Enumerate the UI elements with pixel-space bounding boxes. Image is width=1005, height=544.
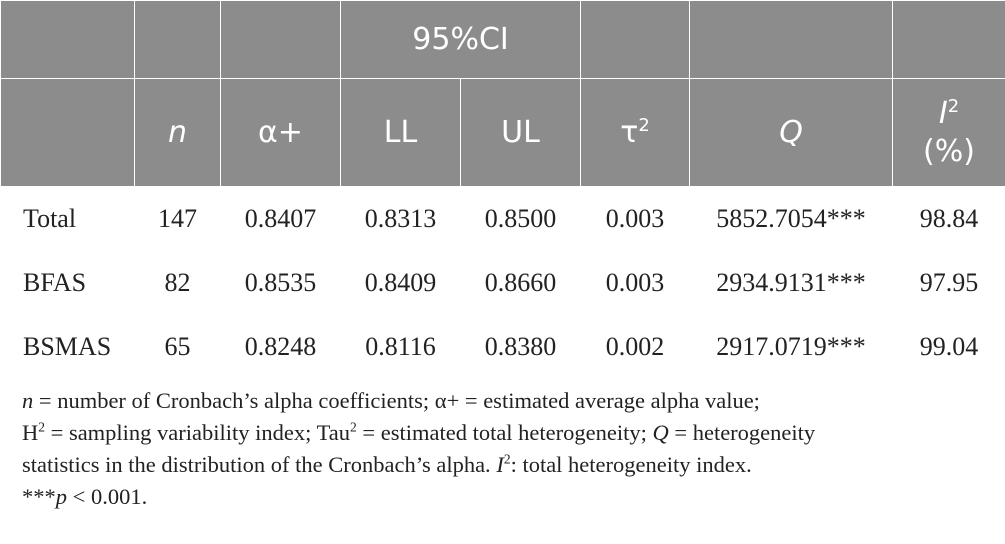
footnote-sup: 2	[350, 419, 357, 435]
cell-i2: 98.84	[893, 187, 1005, 251]
header-ci-group: 95%CI	[341, 1, 581, 79]
footnote-line-3	[22, 449, 992, 481]
cell-n: 82	[135, 251, 221, 315]
header-ll: LL	[341, 79, 461, 187]
header-label-cell	[1, 79, 135, 187]
header-tau-sup: 2	[638, 115, 650, 136]
header-i2	[893, 79, 1005, 187]
footnote-text: statistics in the distribution of the Cronbach’s alpha.	[22, 452, 497, 477]
footnote-h: H	[22, 420, 39, 445]
header-row-group	[1, 1, 1005, 79]
cell-i2: 97.95	[893, 251, 1005, 315]
header-i-sup: 2	[947, 95, 960, 117]
footnote-stars: ***	[22, 484, 56, 509]
header-empty-cell	[135, 1, 221, 79]
footnote-sup: 2	[503, 451, 511, 467]
cell-tau: 0.003	[581, 251, 690, 315]
header-row-columns	[1, 79, 1005, 187]
cell-ul: 0.8500	[461, 187, 581, 251]
footnote-line-1	[22, 385, 992, 417]
footnote-text: = heterogeneity	[668, 420, 816, 445]
footnote-line-2	[22, 417, 992, 449]
cell-alpha: 0.8535	[221, 251, 341, 315]
footnote-text: : total heterogeneity index.	[510, 452, 752, 477]
table-row	[1, 187, 1005, 251]
header-empty-cell	[893, 1, 1005, 79]
header-ul: UL	[461, 79, 581, 187]
header-i-unit: (%)	[923, 133, 975, 169]
footnote-line-4	[22, 481, 992, 513]
header-empty-cell	[221, 1, 341, 79]
header-alpha: α+	[221, 79, 341, 187]
header-tau	[581, 79, 690, 187]
header-tau-base: τ	[620, 115, 639, 150]
footnote-text: = estimated total heterogeneity;	[356, 420, 653, 445]
cell-ul: 0.8660	[461, 251, 581, 315]
cell-ll: 0.8313	[341, 187, 461, 251]
header-empty-cell	[1, 1, 135, 79]
header-q: Q	[690, 79, 893, 187]
table-row	[1, 251, 1005, 315]
table-footnote	[22, 385, 992, 513]
footnote-i: I	[496, 452, 504, 477]
cell-tau: 0.003	[581, 187, 690, 251]
table-row	[1, 315, 1005, 379]
cell-n: 65	[135, 315, 221, 379]
cell-tau: 0.002	[581, 315, 690, 379]
footnote-sup: 2	[38, 419, 45, 435]
cell-q: 5852.7054***	[690, 187, 893, 251]
header-empty-cell	[581, 1, 690, 79]
cell-ll: 0.8116	[341, 315, 461, 379]
row-label: Total	[1, 187, 135, 251]
cell-n: 147	[135, 187, 221, 251]
footnote-text: = sampling variability index; Tau	[45, 420, 351, 445]
cell-ul: 0.8380	[461, 315, 581, 379]
footnote-q: Q	[652, 420, 669, 445]
header-empty-cell	[690, 1, 893, 79]
row-label: BSMAS	[1, 315, 135, 379]
cell-ll: 0.8409	[341, 251, 461, 315]
row-label: BFAS	[1, 251, 135, 315]
footnote-n: n	[22, 388, 34, 413]
footnote-text: = number of Cronbach’s alpha coefficients; α+ = estimated average alpha value;	[33, 388, 760, 413]
header-i-base: I	[938, 95, 948, 131]
cell-q: 2934.9131***	[690, 251, 893, 315]
footnote-p: p	[55, 484, 67, 509]
cell-alpha: 0.8407	[221, 187, 341, 251]
footnote-text: < 0.001.	[67, 484, 148, 509]
cell-i2: 99.04	[893, 315, 1005, 379]
cell-alpha: 0.8248	[221, 315, 341, 379]
header-n: n	[135, 79, 221, 187]
cell-q: 2917.0719***	[690, 315, 893, 379]
